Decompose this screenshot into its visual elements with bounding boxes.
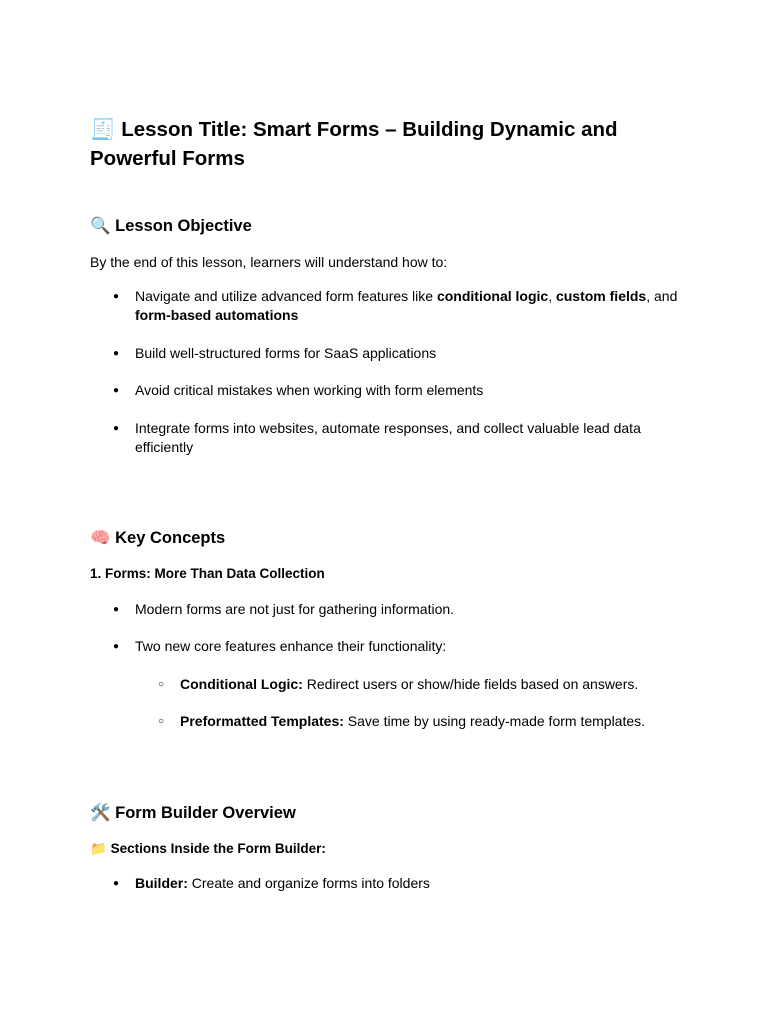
builder-bullet-1: ● Builder: Create and organize forms into folders (135, 874, 680, 893)
objective-bullet-4: ● Integrate forms into websites, automate responses, and collect valuable lead data efficiently (135, 419, 680, 457)
form-builder-heading: 🛠️ Form Builder Overview (90, 803, 296, 822)
folder-icon: 📁 (90, 841, 107, 857)
concepts-subbullet-2: ○ Preformatted Templates: Save time by using ready-made form templates. (180, 712, 680, 731)
tools-icon: 🛠️ (90, 803, 111, 822)
objective-intro: By the end of this lesson, learners will understand how to: (90, 254, 448, 270)
magnifier-icon: 🔍 (90, 216, 111, 235)
builder-sections-heading: 📁 Sections Inside the Form Builder: (90, 841, 326, 857)
concepts-bullet-1: ● Modern forms are not just for gathering information. (135, 600, 680, 619)
brain-icon: 🧠 (90, 528, 111, 547)
objective-bullet-1: ● Navigate and utilize advanced form features like conditional logic, custom fields, and form-based automations (135, 287, 680, 325)
lesson-title (90, 115, 690, 173)
objective-bullet-3: ● Avoid critical mistakes when working with form elements (135, 381, 680, 400)
key-concepts-heading: 🧠 Key Concepts (90, 528, 226, 547)
concepts-bullet-2: ● Two new core features enhance their functionality: (135, 637, 680, 656)
objective-bullet-2: ● Build well-structured forms for SaaS applications (135, 344, 680, 363)
concepts-subbullet-1: ○ Conditional Logic: Redirect users or show/hide fields based on answers. (180, 675, 680, 694)
receipt-icon: 🧾 (90, 117, 116, 141)
objective-heading: 🔍 Lesson Objective (90, 216, 252, 235)
lesson-title-text: Lesson Title: Smart Forms – Building Dynamic and Powerful Forms (90, 118, 618, 170)
concepts-subheading: 1. Forms: More Than Data Collection (90, 566, 325, 581)
